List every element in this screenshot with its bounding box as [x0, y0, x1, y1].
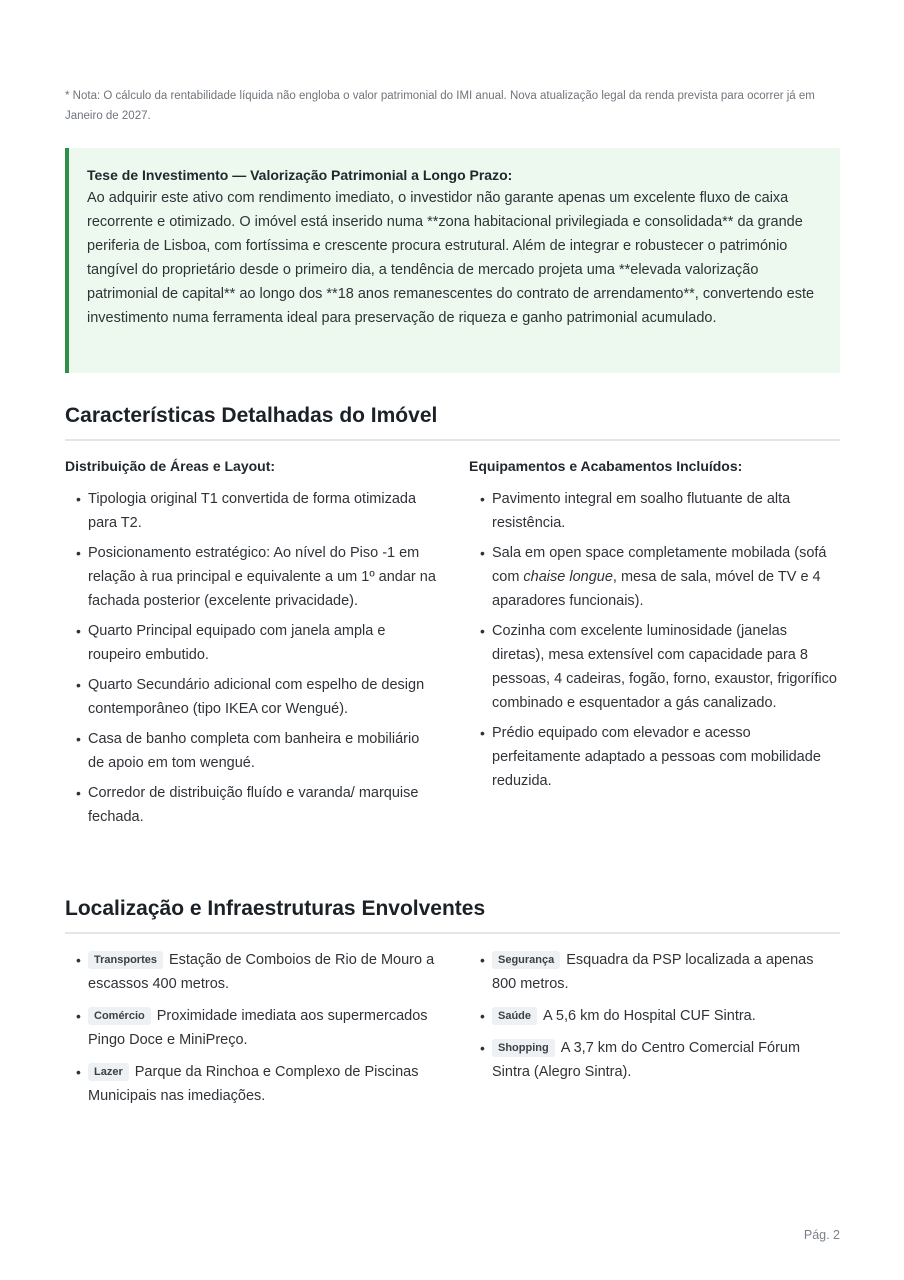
category-tag: Transportes — [88, 951, 163, 969]
bullet-icon: • — [480, 623, 485, 639]
bullet-icon: • — [76, 545, 81, 561]
list-item: • Pavimento integral em soalho flutuante de alta resistência. — [469, 487, 841, 535]
list-item: • Shopping A 3,7 km do Centro Comercial Fórum Sintra (Alegro Sintra). — [469, 1036, 841, 1084]
list-item: • Cozinha com excelente luminosidade (janelas diretas), mesa extensível com capacidade para 8 pessoas, 4 cadeiras, fogão, forno, exaustor, frigorífico combinado e esquentador a gás canalizado. — [469, 619, 841, 715]
location-left-column — [65, 948, 437, 1116]
layout-column-title: Distribuição de Áreas e Layout: — [65, 458, 276, 474]
category-tag: Comércio — [88, 1007, 151, 1025]
location-list-right — [469, 948, 841, 1084]
list-item: • Posicionamento estratégico: Ao nível do Piso -1 em relação à rua principal e equivalente a um 1º andar na fachada posterior (excelente privacidade). — [65, 541, 437, 613]
category-tag: Segurança — [492, 951, 560, 969]
category-tag: Lazer — [88, 1063, 129, 1081]
list-item: • Saúde A 5,6 km do Hospital CUF Sintra. — [469, 1004, 841, 1028]
bullet-icon: • — [480, 952, 485, 968]
bullet-icon: • — [76, 952, 81, 968]
equipment-list — [469, 487, 841, 793]
layout-list — [65, 487, 437, 829]
bullet-icon: • — [76, 677, 81, 693]
layout-column — [65, 458, 437, 835]
list-item: • Prédio equipado com elevador e acesso perfeitamente adaptado a pessoas com mobilidade reduzida. — [469, 721, 841, 793]
equipment-column-title: Equipamentos e Acabamentos Incluídos: — [469, 458, 743, 474]
list-item: • Lazer Parque da Rinchoa e Complexo de Piscinas Municipais nas imediações. — [65, 1060, 437, 1108]
footnote-note: * Nota: O cálculo da rentabilidade líquida não engloba o valor patrimonial do IMI anual. Nova atualização legal da renda prevista para ocorrer já em Janeiro de 2027. — [65, 90, 815, 122]
bullet-icon: • — [76, 731, 81, 747]
location-list-left — [65, 948, 437, 1108]
bullet-icon: • — [480, 1008, 485, 1024]
list-item: • Comércio Proximidade imediata aos supermercados Pingo Doce e MiniPreço. — [65, 1004, 437, 1052]
list-item: • Transportes Estação de Comboios de Rio de Mouro a escassos 400 metros. — [65, 948, 437, 996]
bullet-icon: • — [76, 785, 81, 801]
category-tag: Shopping — [492, 1039, 555, 1057]
bullet-icon: • — [76, 1064, 81, 1080]
list-item: • Segurança Esquadra da PSP localizada a apenas 800 metros. — [469, 948, 841, 996]
location-right-column — [469, 948, 841, 1092]
list-item: • Quarto Secundário adicional com espelho de design contemporâneo (tipo IKEA cor Wengué). — [65, 673, 437, 721]
thesis-title: Tese de Investimento — Valorização Patrimonial a Longo Prazo: — [87, 167, 513, 183]
list-item: • Sala em open space completamente mobilada (sofá com chaise longue, mesa de sala, móvel de TV e 4 aparadores funcionais). — [469, 541, 841, 613]
bullet-icon: • — [480, 725, 485, 741]
bullet-icon: • — [480, 1040, 485, 1056]
list-item: • Corredor de distribuição fluído e varanda/ marquise fechada. — [65, 781, 437, 829]
list-item: • Quarto Principal equipado com janela ampla e roupeiro embutido. — [65, 619, 437, 667]
investment-thesis-box — [65, 148, 840, 373]
list-item: • Tipologia original T1 convertida de forma otimizada para T2. — [65, 487, 437, 535]
bullet-icon: • — [76, 1008, 81, 1024]
bullet-icon: • — [76, 491, 81, 507]
category-tag: Saúde — [492, 1007, 537, 1025]
bullet-icon: • — [480, 545, 485, 561]
thesis-body: Ao adquirir este ativo com rendimento imediato, o investidor não garante apenas um excelente fluxo de caixa recorrente e otimizado. O imóvel está inserido numa **zona habitacional privilegiada e consolidada** da grande periferia de Lisboa, com fortíssima e crescente procura estrutural. Além de integrar e robustecer o património tangível do proprietário desde o primeiro dia, a tendência de mercado projeta uma **elevada valorização patrimonial de capital** ao longo dos **18 anos remanescentes do contrato de arrendamento**, convertendo este investimento numa ferramenta ideal para preservação de riqueza e ganho patrimonial acumulado. — [87, 190, 815, 326]
equipment-column — [469, 458, 841, 799]
location-heading: Localização e Infraestruturas Envolventes — [65, 897, 840, 934]
bullet-icon: • — [480, 491, 485, 507]
page-number: Pág. 2 — [803, 1228, 840, 1242]
list-item: • Casa de banho completa com banheira e mobiliário de apoio em tom wengué. — [65, 727, 437, 775]
bullet-icon: • — [76, 623, 81, 639]
features-heading: Características Detalhadas do Imóvel — [65, 404, 840, 441]
